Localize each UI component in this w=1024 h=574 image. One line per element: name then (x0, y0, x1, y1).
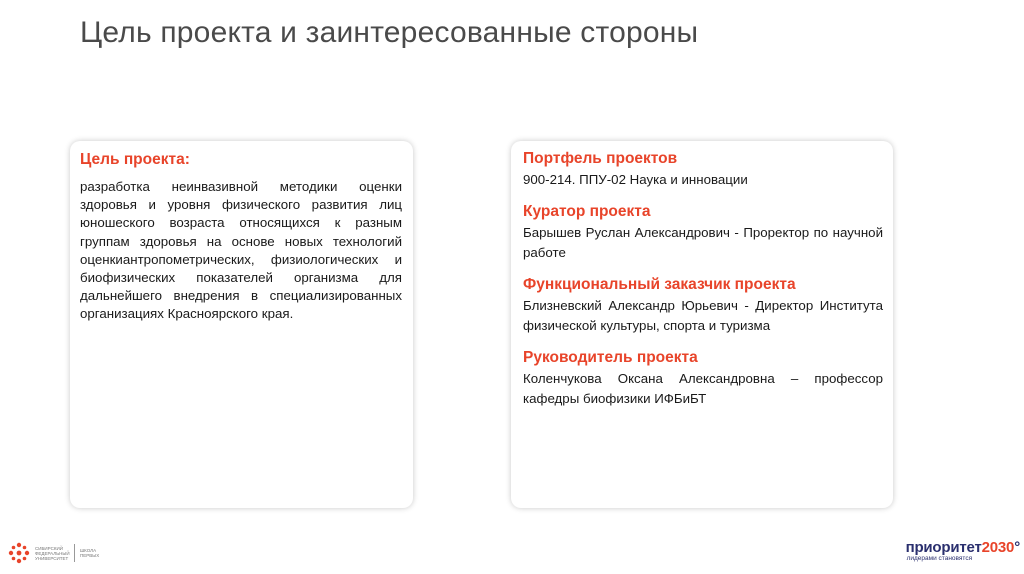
leader-text: Коленчукова Оксана Александровна – профессор кафедры биофизики ИФБиБТ (523, 370, 883, 406)
leader-heading: Руководитель проекта (523, 348, 698, 366)
priority-slogan: лидерами становятся (906, 555, 973, 562)
priority-word: приоритет (905, 539, 982, 556)
goal-card (70, 141, 413, 508)
slide-title: Цель проекта и заинтересованные стороны (80, 16, 699, 49)
customer-heading: Функциональный заказчик проекта (523, 275, 796, 293)
customer-text: Близневский Александр Юрьевич - Директор Института физической культуры, спорта и туризма (523, 297, 883, 333)
curator-heading: Куратор проекта (523, 202, 651, 220)
stakeholders-card (511, 141, 893, 508)
priority-2030-logo (906, 539, 1020, 562)
university-logo (8, 541, 114, 565)
curator-text: Барышев Руслан Александрович - Проректор по научной работе (523, 224, 883, 260)
stakeholder-section-customer (523, 276, 883, 337)
stakeholders-list (523, 150, 883, 422)
priority-degree-mark: ° (1014, 539, 1020, 556)
stakeholder-section-leader (523, 349, 883, 410)
priority-brand (906, 539, 1020, 556)
portfolio-heading: Портфель проектов (523, 150, 678, 167)
university-logo-text: СИБИРСКИЙ ФЕДЕРАЛЬНЫЙ УНИВЕРСИТЕТ (35, 545, 70, 561)
goal-heading: Цель проекта: (80, 151, 190, 168)
university-logo-icon (8, 542, 30, 564)
portfolio-text: 900-214. ППУ-02 Наука и инновации (523, 172, 748, 187)
stakeholder-section-portfolio (523, 150, 883, 191)
logo-divider (74, 544, 75, 562)
school-logo-text: ШКОЛА ПЕРВЫХ (80, 548, 100, 558)
goal-text: разработка неинвазивной методики оценки здоровья и уровня физического развития лиц юношеского возраста относящихся к разным группам здоровья на основе новых технологий оценкиантропометрических, физиологических и биофизических показателей организма для дальнейшего внедрения в специализированных организациях Красноярского края. (80, 179, 402, 322)
priority-year: 2030 (981, 539, 1015, 556)
stakeholder-section-curator (523, 203, 883, 264)
